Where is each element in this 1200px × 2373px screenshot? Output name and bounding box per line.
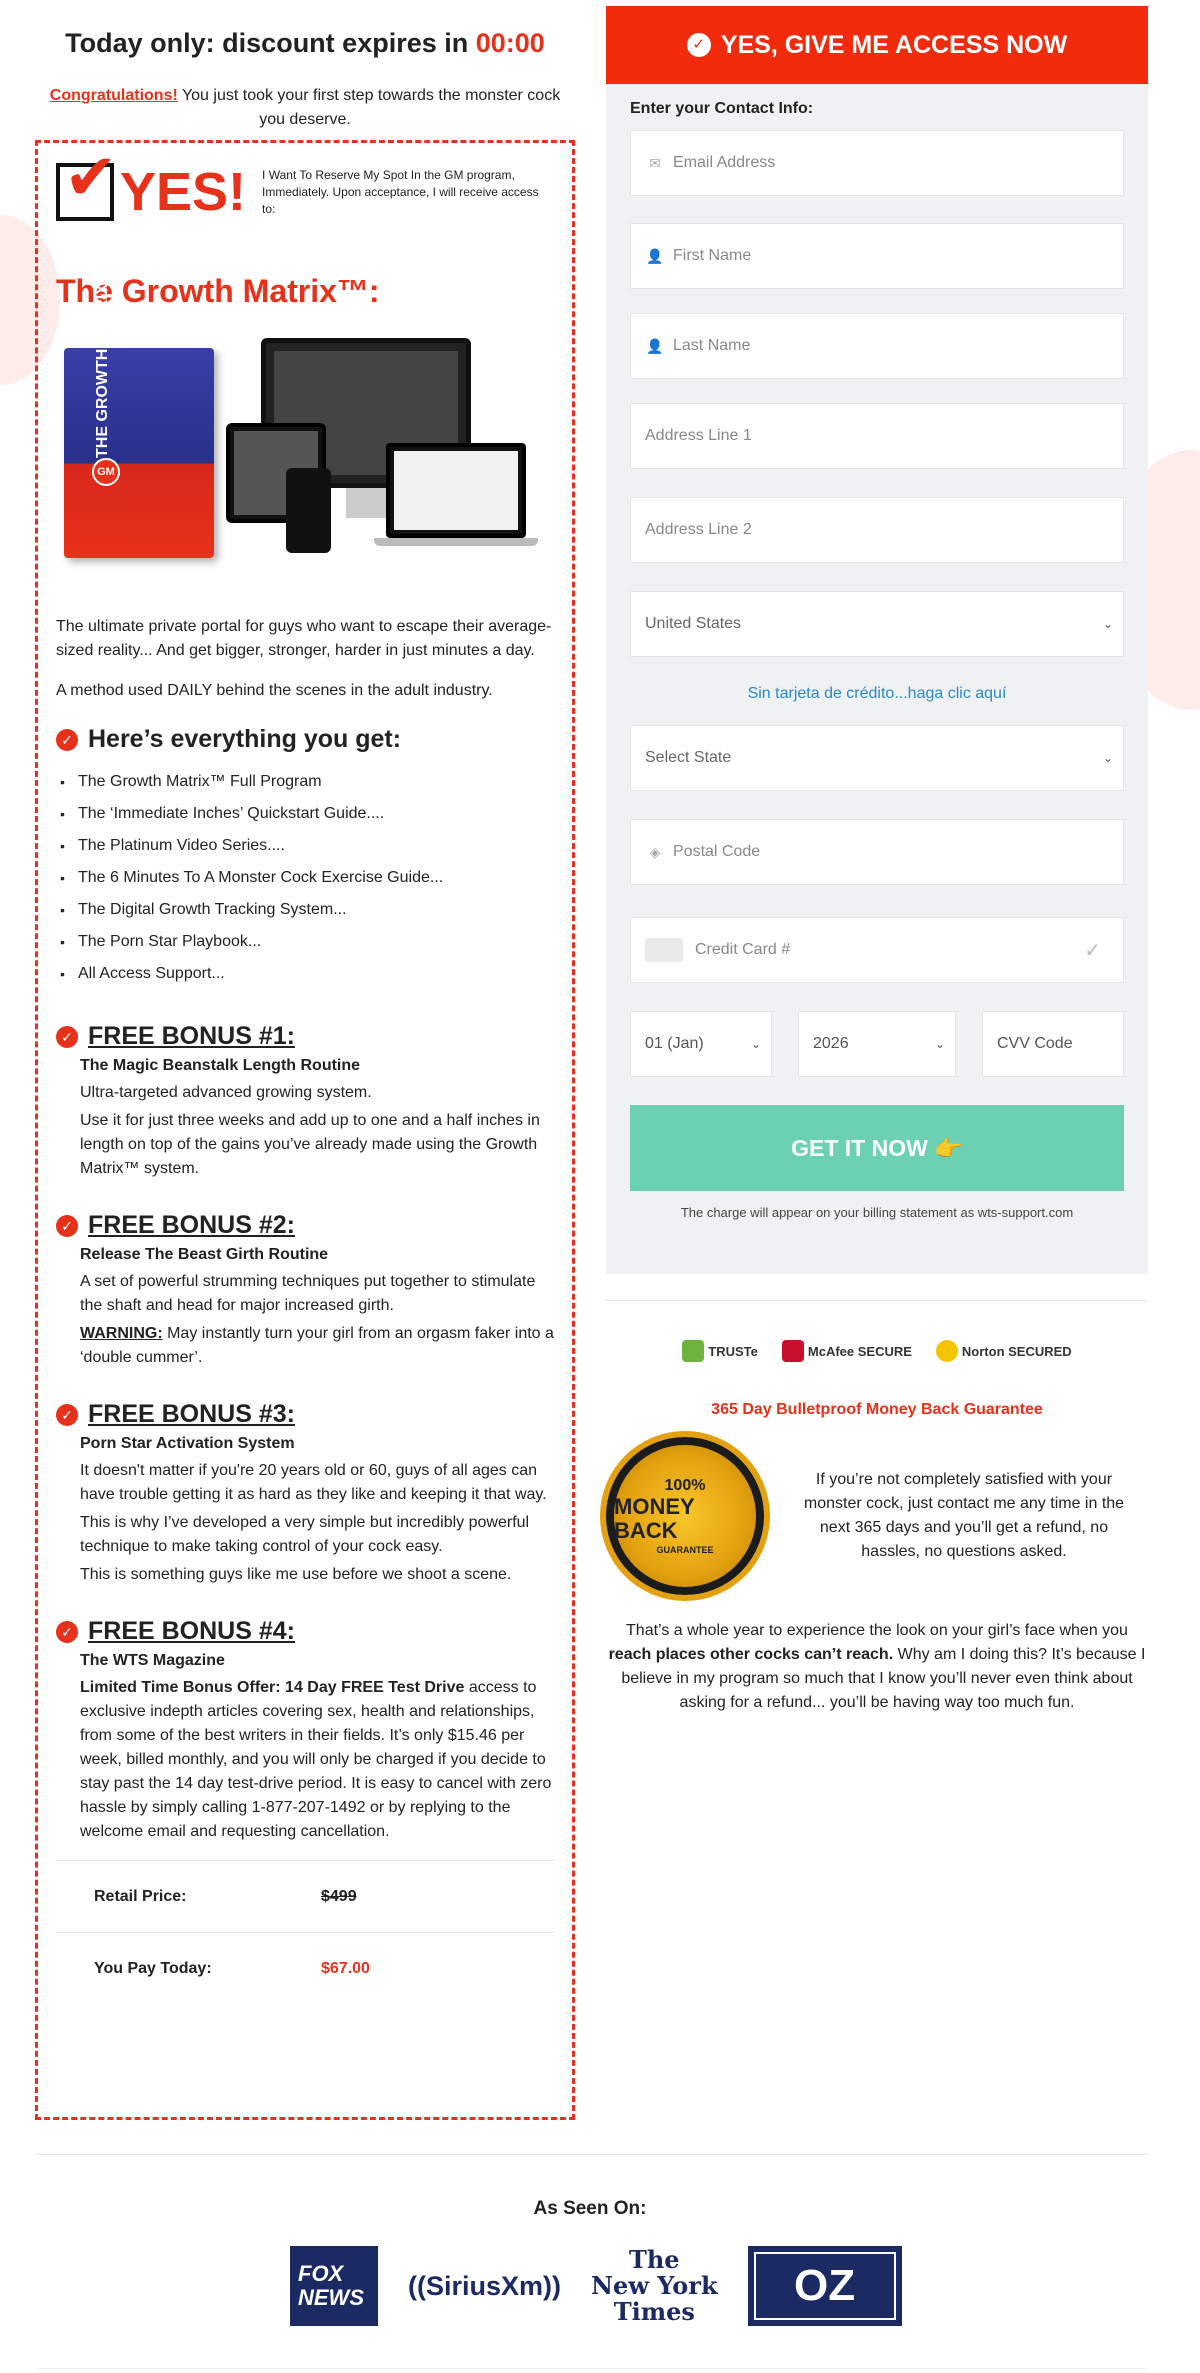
nyt-logo: The New York Times — [591, 2245, 718, 2326]
media-logos — [290, 2246, 902, 2326]
check-circle-icon: ✓ — [687, 33, 711, 57]
bonus-subtitle: The Magic Beanstalk Length Routine — [80, 1057, 361, 1074]
timer-label: Today only: discount expires in — [65, 28, 469, 58]
country-select[interactable]: United States ⌄ — [630, 591, 1124, 657]
discount-timer — [30, 0, 580, 60]
bonus-title: FREE BONUS #2: — [88, 1211, 295, 1239]
today-price-row: You Pay Today: $67.00 — [56, 1932, 554, 2004]
chevron-down-icon: ⌄ — [1102, 617, 1113, 631]
laptop-image — [386, 443, 526, 538]
address-line-1-field[interactable]: Address Line 1 — [630, 403, 1124, 469]
user-icon: 👤 — [646, 337, 664, 354]
bonus-subtitle: Release The Beast Girth Routine — [80, 1246, 329, 1263]
check-circle-icon: ✓ — [56, 1026, 78, 1048]
contact-label: Enter your Contact Info: — [630, 100, 814, 117]
state-select[interactable]: Select State ⌄ — [630, 725, 1124, 791]
product-title: The Growth Matrix™: — [56, 273, 380, 309]
congrats-text: You just took your first step towards the monster cock you deserve. — [177, 87, 561, 128]
location-icon: ◈ — [649, 843, 661, 860]
bonus-2: ✓ FREE BONUS #2: Release The Beast Girth Routine A set of powerful strumming techniques put together to stimulate the shaft and head for major increased girth. WARNING: May instantly turn your girl from an orgasm faker into a ‘double cummer’. — [56, 1211, 554, 1370]
first-name-field[interactable]: 👤 First Name — [630, 223, 1124, 289]
expiry-row — [630, 1011, 1124, 1077]
chevron-down-icon: ⌄ — [750, 1037, 761, 1051]
today-price: $67.00 — [321, 1959, 370, 1977]
check-circle-icon: ✓ — [56, 1621, 78, 1643]
yes-description: I Want To Reserve My Spot In the GM program, Immediately. Upon acceptance, I will receive access to: — [262, 168, 539, 216]
method-paragraph: A method used DAILY behind the scenes in the adult industry. — [56, 682, 493, 699]
user-icon: 👤 — [646, 247, 664, 264]
norton-badge: Norton SECURED — [936, 1340, 1072, 1362]
retail-price-row: Retail Price: $499 — [56, 1860, 554, 1932]
check-circle-icon: ✓ — [56, 1404, 78, 1426]
billing-note: The charge will appear on your billing statement as wts-support.com — [680, 1205, 1074, 1220]
mcafee-badge: McAfee SECURE — [782, 1340, 912, 1362]
list-item: • The Growth Matrix™ Full Program — [60, 773, 322, 790]
divider — [36, 2368, 1148, 2369]
checkbox-checked-icon: ✔ — [56, 163, 114, 221]
price-table — [56, 1860, 554, 2004]
bonus-subtitle: Porn Star Activation System — [80, 1435, 295, 1452]
bonus-1: ✓ FREE BONUS #1: The Magic Beanstalk Length Routine Ultra-targeted advanced growing system. Use it for just three weeks and add up to one and a half inches in length on top of the gains you’ve already made using the Growth Matrix™ system. — [56, 1022, 554, 1181]
book-cover-image — [64, 284, 214, 558]
warning-label: WARNING: — [80, 1325, 163, 1342]
envelope-icon: ✉ — [649, 154, 661, 171]
right-column — [606, 6, 1148, 1715]
credit-card-field[interactable]: Credit Card # ✓ — [630, 917, 1124, 983]
email-field[interactable]: ✉ Email Address — [630, 130, 1124, 196]
money-back-seal: 100% MONEY BACK GUARANTEE — [606, 1437, 764, 1595]
yes-heading: YES! — [120, 162, 247, 222]
congrats-highlight: Congratulations! — [49, 87, 178, 104]
includes-list — [56, 766, 554, 990]
list-item: • The Platinum Video Series.... — [60, 837, 285, 854]
cvv-field[interactable]: CVV Code — [982, 1011, 1124, 1077]
trust-badges — [606, 1323, 1148, 1379]
divider — [606, 1300, 1148, 1301]
bonus-offer-bold: Limited Time Bonus Offer: 14 Day FREE Test Drive — [80, 1679, 465, 1696]
check-circle-icon: ✓ — [56, 729, 78, 751]
divider — [36, 2154, 1148, 2155]
offer-box — [35, 140, 575, 2120]
book-spine-text: THE GROWTH MATRIX — [94, 284, 111, 458]
last-name-field[interactable]: 👤 Last Name — [630, 313, 1124, 379]
yes-row — [56, 141, 554, 233]
dr-oz-logo: OZ — [748, 2246, 902, 2326]
expiry-month-select[interactable]: 01 (Jan) ⌄ — [630, 1011, 772, 1077]
bonus-3: ✓ FREE BONUS #3: Porn Star Activation System It doesn't matter if you're 20 years old or 60, guys of all ages can have trouble getting it as hard as they like and keeping it that way. This is why I’ve developed a very simple but incredibly powerful technique to make taking control of your cock easy. This is something guys like me use before we shoot a scene. — [56, 1400, 554, 1587]
truste-badge: TRUSTe — [682, 1340, 758, 1362]
access-banner[interactable]: ✓ YES, GIVE ME ACCESS NOW — [606, 6, 1148, 84]
list-item: • The ‘Immediate Inches’ Quickstart Guide.... — [60, 805, 385, 822]
fox-news-logo: FOX NEWS — [290, 2246, 378, 2326]
checkmark-icon: ✓ — [1084, 939, 1101, 962]
as-seen-on-title: As Seen On: — [533, 2198, 647, 2219]
year-paragraph: That’s a whole year to experience the look on your girl’s face when you reach places other cocks can’t reach. Why am I doing this? It’s because I believe in my program so much that I know you’ll never even think about asking for a refund... you’ll be having way too much fun. — [608, 1622, 1146, 1711]
book-badge: GM — [92, 458, 120, 486]
everything-heading: ✓ Here’s everything you get: — [56, 725, 554, 754]
guarantee-text: If you’re not completely satisfied with your monster cock, just contact me any time in the next 365 days and you’ll get a refund, no hassles, no questions asked. — [803, 1471, 1125, 1560]
get-it-now-button[interactable]: GET IT NOW 👉 — [630, 1105, 1124, 1191]
bonus-subtitle: The WTS Magazine — [80, 1652, 225, 1669]
list-item: • The 6 Minutes To A Monster Cock Exercise Guide... — [60, 869, 444, 886]
bonus-title: FREE BONUS #1: — [88, 1022, 295, 1050]
bonus-title: FREE BONUS #3: — [88, 1400, 295, 1428]
address-line-2-field[interactable]: Address Line 2 — [630, 497, 1124, 563]
phone-image — [286, 468, 331, 553]
list-item: • The Porn Star Playbook... — [60, 933, 262, 950]
congrats-message — [30, 60, 580, 132]
list-item: • The Digital Growth Tracking System... — [60, 901, 347, 918]
siriusxm-logo: ((SiriusXm)) — [408, 2270, 562, 2301]
money-back-row — [606, 1437, 1148, 1595]
retail-price: $499 — [321, 1887, 357, 1905]
left-column — [30, 0, 580, 1977]
bonus-4: ✓ FREE BONUS #4: The WTS Magazine Limited Time Bonus Offer: 14 Day FREE Test Drive access to exclusive indepth articles covering sex, health and relationships, from some of the best writers in their fields. It’s only $15.46 per week, billed monthly, and you will only be charged if you decide to stay past the 14 day test-drive period. It is easy to cancel with zero hassle by simply calling 1-877-207-1492 or by replying to the welcome email and requesting cancellation. — [56, 1617, 554, 1844]
chevron-down-icon: ⌄ — [934, 1037, 945, 1051]
postal-code-field[interactable]: ◈ Postal Code — [630, 819, 1124, 885]
intro-paragraph: The ultimate private portal for guys who want to escape their average-sized reality... And get bigger, stronger, harder in just minutes a day. — [56, 618, 552, 659]
list-item: • All Access Support... — [60, 965, 225, 982]
credit-card-icon — [645, 938, 683, 962]
expiry-year-select[interactable]: 2026 ⌄ — [798, 1011, 956, 1077]
timer-countdown: 00:00 — [475, 28, 545, 58]
no-credit-card-link[interactable]: Sin tarjeta de crédito...haga clic aquí — [747, 685, 1007, 702]
bonus-title: FREE BONUS #4: — [88, 1617, 295, 1645]
guarantee-title: 365 Day Bulletproof Money Back Guarantee — [711, 1401, 1043, 1418]
checkout-form — [606, 84, 1148, 1274]
chevron-down-icon: ⌄ — [1102, 751, 1113, 765]
check-circle-icon: ✓ — [56, 1215, 78, 1237]
